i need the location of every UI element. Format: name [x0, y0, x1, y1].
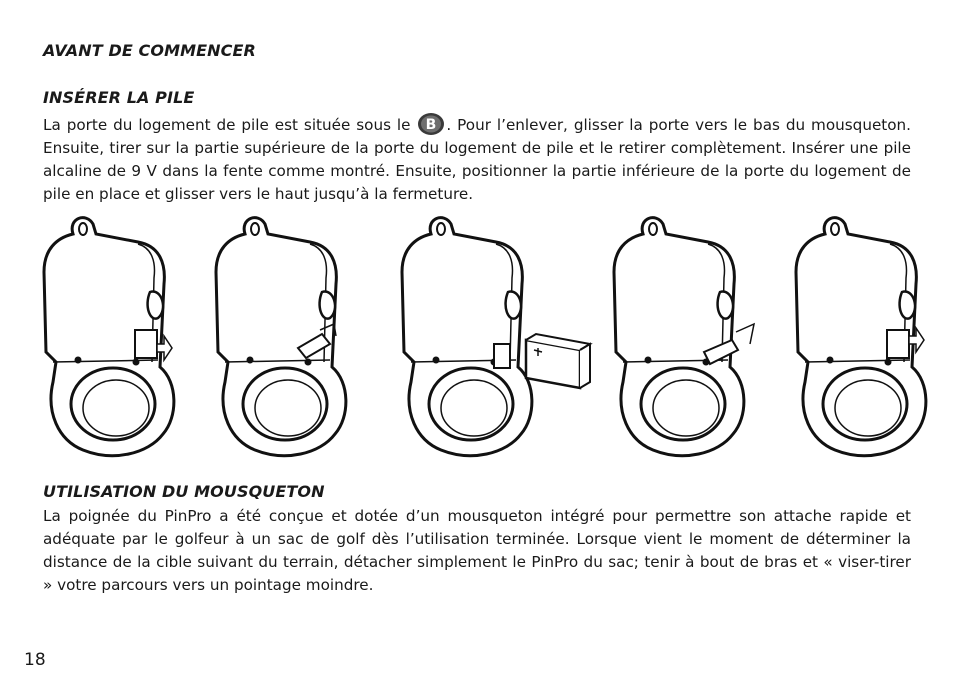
- bushnell-b-logo-icon: [417, 112, 445, 136]
- svg-text:B: B: [426, 117, 437, 133]
- door-insert-icon: [736, 324, 754, 344]
- step-2-figure: [216, 218, 346, 456]
- page-heading: AVANT DE COMMENCER: [43, 41, 256, 60]
- battery-paragraph: [43, 112, 911, 206]
- battery-text-part2: . Pour l’enlever, glisser la porte vers le bas du mousqueton. Ensuite, tirer sur la partie supérieure de la porte du logement de pile et le retirer complètement. Insérer une pile alcaline de 9 V dans la fente comme montré. Ensuite, positionner la partie inférieure de la porte du logement de pile en place et glisser vers le haut jusqu’à la fermeture.: [43, 116, 911, 203]
- battery-text-part1: La porte du logement de pile est située sous le: [43, 116, 417, 134]
- battery-steps-illustration: [38, 212, 928, 470]
- step-3-figure: [402, 218, 590, 456]
- step-1-figure: [44, 218, 174, 456]
- section-heading-carabiner: UTILISATION DU MOUSQUETON: [43, 482, 325, 501]
- page-number: 18: [24, 650, 46, 670]
- carabiner-paragraph: La poignée du PinPro a été conçue et dotée d’un mousqueton intégré pour permettre son attache rapide et adéquate par le golfeur à un sac de golf dès l’utilisation terminée. Lorsque vient le moment de déterminer la distance de la cible suivant du terrain, détacher simplement le PinPro du sac; tenir à bout de bras et « viser-tirer » votre parcours vers un pointage moindre.: [43, 507, 911, 594]
- step-5-figure: [796, 218, 926, 456]
- battery-insert-icon: [526, 334, 590, 388]
- section-heading-battery: INSÉRER LA PILE: [43, 88, 195, 107]
- step-4-figure: [614, 218, 754, 456]
